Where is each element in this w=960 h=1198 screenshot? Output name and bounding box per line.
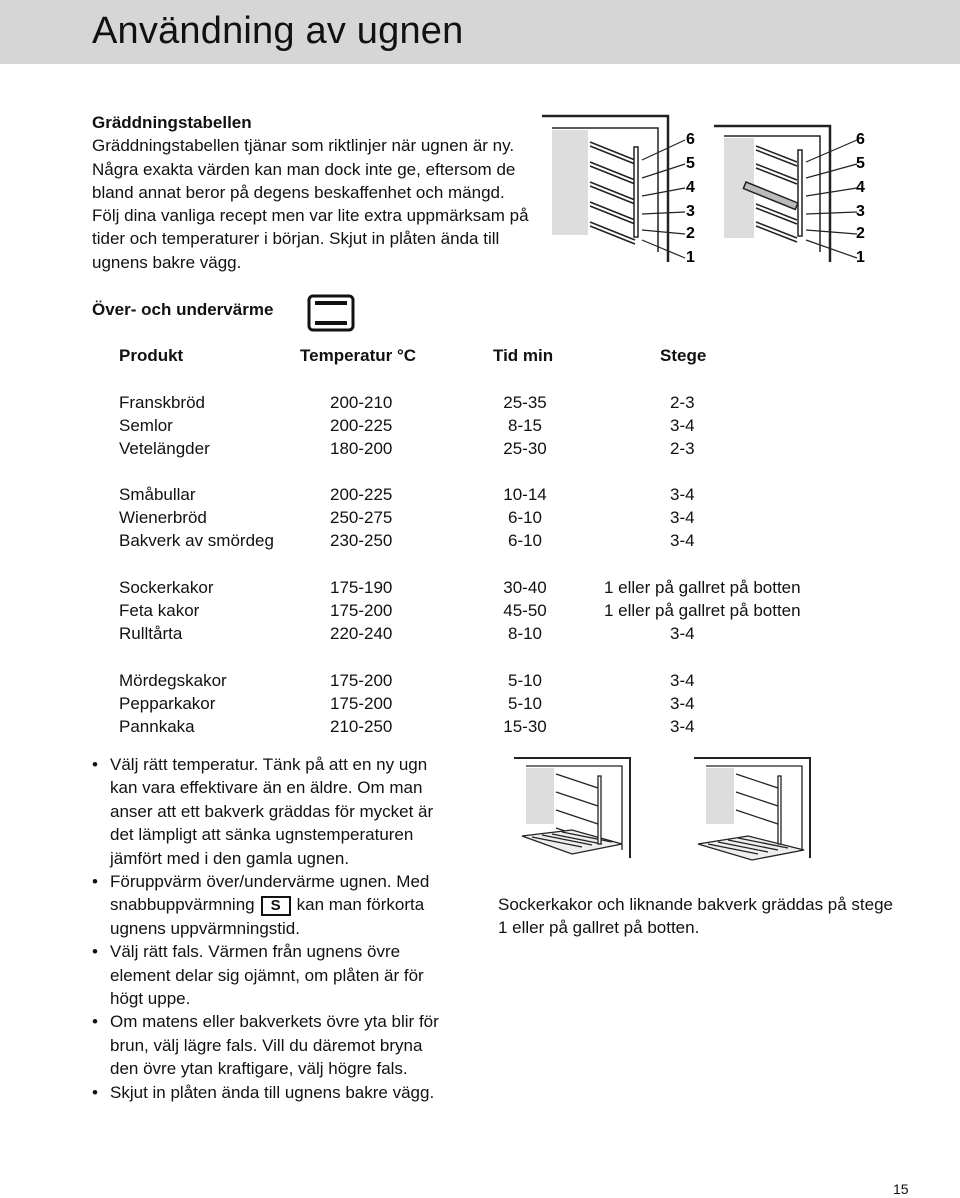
intro-block [92, 111, 532, 274]
table-row: Semlor 200-225 8-15 3-4 [119, 416, 695, 435]
table-row: Sockerkakor 175-190 30-40 1 eller på gallret på botten [119, 578, 801, 597]
tip-item: • Välj rätt temperatur. Tänk på att en ny ugn kan vara effektivare än en äldre. Om man anser att ett bakverk gräddas för mycket är det lämpligt att sänka ugnstemperaturen jämfört med i den gamla ugnen. [92, 753, 452, 870]
section-title: Över- och undervärme [92, 300, 274, 319]
level-label: 2 [686, 225, 695, 242]
table-row: Småbullar 200-225 10-14 3-4 [119, 485, 695, 504]
level-label: 4 [856, 179, 865, 196]
top-bottom-heat-icon [307, 294, 355, 337]
level-label: 2 [856, 225, 865, 242]
level-label: 6 [856, 131, 865, 148]
table-row: Pannkaka 210-250 15-30 3-4 [119, 717, 695, 736]
level-label: 6 [686, 131, 695, 148]
tip-item: • Föruppvärm över/undervärme ugnen. Med snabbuppvärmning S kan man förkorta ugnens uppvärmningstid. [92, 870, 452, 940]
level-label: 5 [856, 155, 865, 172]
table-row: Rulltårta 220-240 8-10 3-4 [119, 624, 695, 643]
intro-text: Gräddningstabellen tjänar som riktlinjer när ugnen är ny. Några exakta värden kan man dock inte ge, eftersom de bland annat beror på degens beskaffenhet och mängd. Följ dina vanliga recept men var lite extra uppmärksam på tider och temperaturer i början. Skjut in plåten ända till ugnens bakre vägg. [92, 136, 529, 272]
tip-item: • Välj rätt fals. Värmen från ugnens övre element delar sig ojämnt, om plåten är för högt uppe. [92, 940, 452, 1010]
table-row: Mördegskakor 175-200 5-10 3-4 [119, 671, 695, 690]
oven-rack-illustration-1 [512, 752, 657, 869]
oven-diagram-with-tray [712, 112, 882, 272]
rapid-heat-icon: S [261, 896, 291, 916]
oven-illustration [540, 112, 710, 272]
oven-tray-illustration [712, 112, 882, 272]
level-label: 3 [686, 203, 695, 220]
page-title: Användning av ugnen [92, 10, 464, 52]
intro-heading: Gräddningstabellen [92, 113, 252, 132]
oven-diagram-shelf-levels [540, 112, 710, 272]
column-header-time: Tid min [493, 346, 554, 365]
level-label: 5 [686, 155, 695, 172]
tip-item: • Om matens eller bakverkets övre yta blir för brun, välj lägre fals. Vill du däremot bryna den övre ytan kraftigare, välj högre fals. [92, 1010, 452, 1080]
oven-rack-illustration-2 [692, 752, 837, 869]
table-row: Wienerbröd 250-275 6-10 3-4 [119, 508, 695, 527]
level-label: 4 [686, 179, 695, 196]
column-header-product: Produkt [119, 346, 184, 365]
column-header-level: Stege [660, 346, 707, 365]
level-label: 1 [686, 249, 695, 266]
level-label: 1 [856, 249, 865, 266]
column-header-temperature: Temperatur °C [300, 346, 417, 365]
table-row: Pepparkakor 175-200 5-10 3-4 [119, 694, 695, 713]
page-number: 15 [893, 1181, 909, 1197]
tip-item: • Skjut in plåten ända till ugnens bakre vägg. [92, 1081, 452, 1104]
table-row: Vetelängder 180-200 25-30 2-3 [119, 439, 695, 458]
table-row: Franskbröd 200-210 25-35 2-3 [119, 393, 695, 412]
tips-list [92, 753, 452, 1104]
level-label: 3 [856, 203, 865, 220]
table-row: Bakverk av smördeg 230-250 6-10 3-4 [119, 531, 695, 550]
figure-caption: Sockerkakor och liknande bakverk gräddas på stege 1 eller på gallret på botten. [498, 895, 894, 938]
table-row: Feta kakor 175-200 45-50 1 eller på gallret på botten [119, 601, 801, 620]
page-header [0, 0, 960, 64]
